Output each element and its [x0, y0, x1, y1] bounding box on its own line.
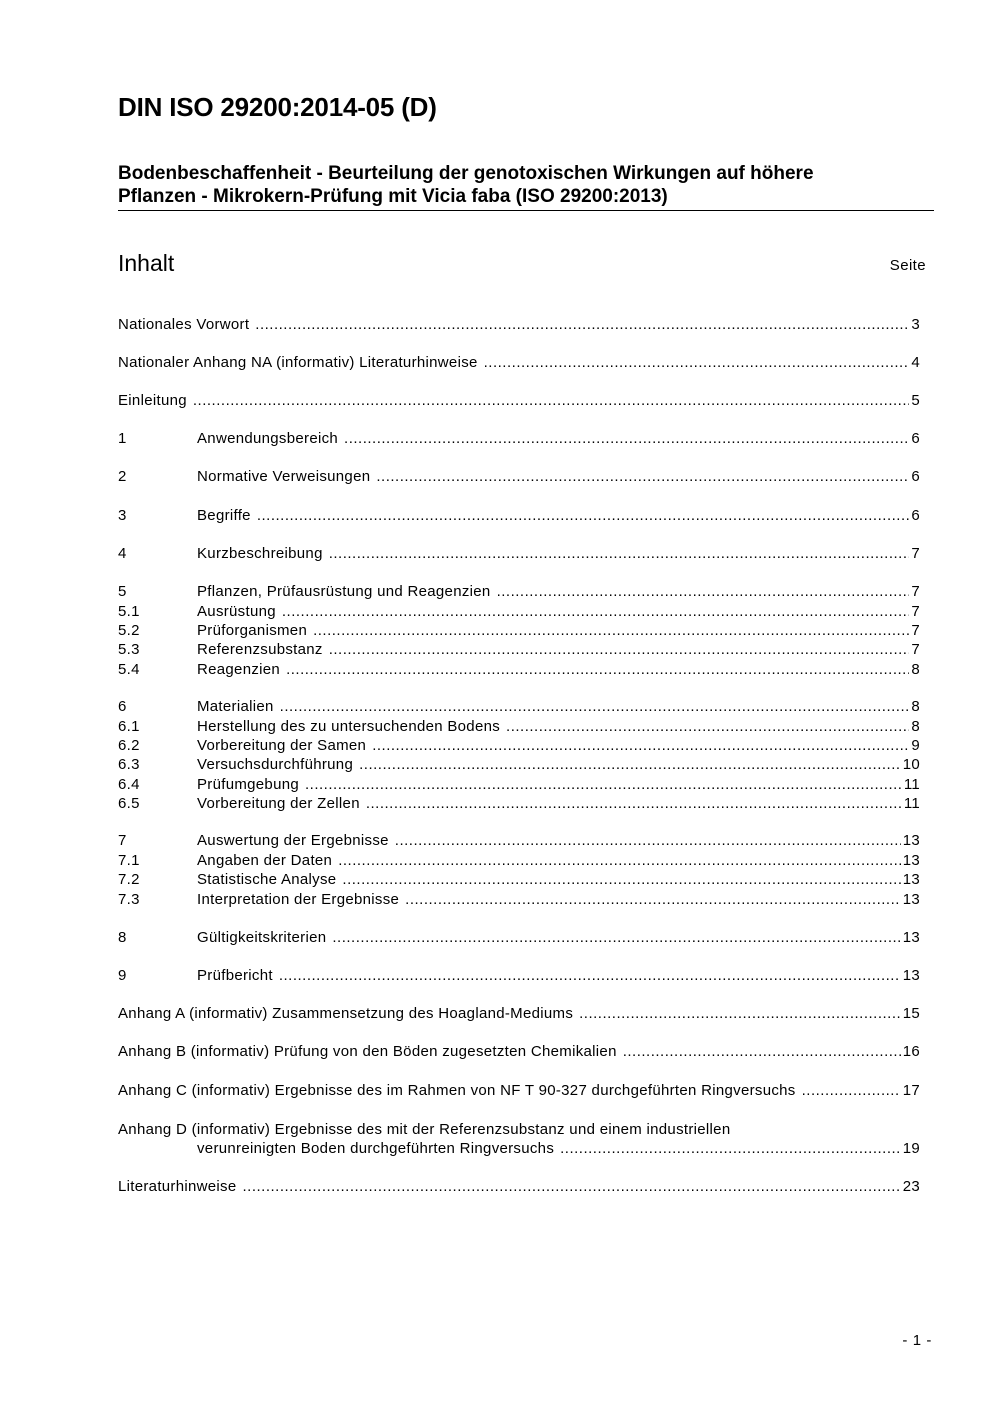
toc-entry[interactable]	[118, 737, 920, 756]
toc-entry-number: 8	[118, 929, 127, 946]
toc-entry-title: Auswertung der Ergebnisse	[197, 832, 389, 849]
toc-entry-title: Literaturhinweise	[118, 1178, 237, 1195]
toc-entry-number: 5.2	[118, 622, 140, 639]
toc-entry-title: Vorbereitung der Zellen	[197, 795, 360, 812]
toc-entry-page: 10	[902, 756, 920, 773]
toc-entry-title: Vorbereitung der Samen	[197, 737, 367, 754]
dot-leader	[372, 737, 909, 754]
toc-entry-number: 1	[118, 430, 127, 447]
toc-entry-page: 15	[902, 1005, 920, 1022]
toc-entry-title: Gültigkeitskriterien	[197, 929, 327, 946]
toc-entry-page: 7	[911, 641, 920, 658]
toc-entry-number: 6.2	[118, 737, 140, 754]
dot-leader	[342, 871, 900, 888]
toc-entry-number: 6.1	[118, 718, 140, 735]
toc-entry-page: 3	[911, 316, 920, 333]
dot-leader	[405, 891, 901, 908]
toc-entry[interactable]	[118, 756, 920, 775]
toc-entry-page: 13	[902, 967, 920, 984]
dot-leader	[243, 1178, 901, 1195]
toc-entry-page: 5	[911, 392, 920, 409]
toc-entry[interactable]	[118, 1121, 920, 1159]
dot-leader	[344, 430, 909, 447]
toc-entry[interactable]	[118, 718, 920, 737]
dot-leader	[338, 852, 901, 869]
toc-entry[interactable]	[118, 468, 920, 487]
toc-entry-page: 13	[902, 891, 920, 908]
toc-entry-title: Anhang D (informativ) Ergebnisse des mit der Referenzsubstanz und einem industriellen	[118, 1121, 731, 1138]
toc-entry-page: 11	[903, 776, 920, 793]
dot-leader	[497, 583, 910, 600]
toc-entry-page: 8	[911, 718, 920, 735]
toc-entry-title: Einleitung	[118, 392, 187, 409]
dot-leader	[282, 603, 909, 620]
document-title-line-2: Pflanzen - Mikrokern-Prüfung mit Vicia faba (ISO 29200:2013)	[118, 186, 668, 207]
toc-entry[interactable]	[118, 967, 920, 986]
toc-entry-number: 6	[118, 698, 127, 715]
toc-entry-number: 3	[118, 507, 127, 524]
toc-entry-page: 9	[911, 737, 920, 754]
dot-leader	[395, 832, 901, 849]
toc-entry-page: 16	[902, 1043, 920, 1060]
toc-entry[interactable]	[118, 929, 920, 948]
title-underline	[118, 210, 934, 211]
dot-leader	[359, 756, 901, 773]
toc-entry-title: Materialien	[197, 698, 274, 715]
dot-leader	[560, 1140, 901, 1157]
toc-entry-page: 13	[902, 832, 920, 849]
toc-entry-number: 5.1	[118, 603, 140, 620]
toc-entry-title: Anhang B (informativ) Prüfung von den Böden zugesetzten Chemikalien	[118, 1043, 617, 1060]
toc-entry[interactable]	[118, 430, 920, 449]
dot-leader	[376, 468, 909, 485]
toc-entry-number: 6.4	[118, 776, 140, 793]
toc-entry[interactable]	[118, 545, 920, 564]
toc-entry[interactable]	[118, 1005, 920, 1024]
page-number: - 1 -	[902, 1332, 932, 1349]
toc-entry-page: 6	[911, 430, 920, 447]
toc-entry-number: 7.2	[118, 871, 140, 888]
toc-entry-title: Reagenzien	[197, 661, 281, 678]
toc-entry[interactable]	[118, 891, 920, 910]
toc-entry-page: 7	[911, 583, 920, 600]
document-title	[118, 162, 918, 208]
toc-entry-title: Anhang A (informativ) Zusammensetzung des Hoagland-Mediums	[118, 1005, 574, 1022]
toc-entry-title: Statistische Analyse	[197, 871, 337, 888]
dot-leader	[193, 392, 909, 409]
dot-leader	[579, 1005, 901, 1022]
toc-entry-title: Referenzsubstanz	[197, 641, 323, 658]
dot-leader	[305, 776, 902, 793]
toc-entry[interactable]	[118, 316, 920, 335]
toc-entry-title: Nationales Vorwort	[118, 316, 250, 333]
toc-entry-page: 7	[911, 545, 920, 562]
toc-entry[interactable]	[118, 583, 920, 602]
toc-entry-title: Anhang C (informativ) Ergebnisse des im Rahmen von NF T 90-327 durchgeführten Ringversuchs	[118, 1082, 796, 1099]
dot-leader	[484, 354, 910, 371]
toc-entry-title: Angaben der Daten	[197, 852, 333, 869]
toc-entry[interactable]	[118, 832, 920, 851]
toc-entry-title-continued: verunreinigten Boden durchgeführten Ringversuchs	[197, 1140, 555, 1157]
toc-entry-page: 13	[902, 852, 920, 869]
toc-entry-page: 6	[911, 507, 920, 524]
toc-entry[interactable]	[118, 392, 920, 411]
toc-entry-page: 6	[911, 468, 920, 485]
toc-entry-page: 19	[902, 1140, 920, 1157]
toc-entry-title: Prüfumgebung	[197, 776, 300, 793]
toc-entry-page: 13	[902, 929, 920, 946]
toc-entry-number: 4	[118, 545, 127, 562]
dot-leader	[313, 622, 909, 639]
dot-leader	[366, 795, 902, 812]
dot-leader	[329, 545, 910, 562]
toc-entry[interactable]	[118, 354, 920, 373]
dot-leader	[279, 967, 901, 984]
toc-entry-title: Pflanzen, Prüfausrüstung und Reagenzien	[197, 583, 491, 600]
toc-entry-number: 6.3	[118, 756, 140, 773]
toc-entry-title: Versuchsdurchführung	[197, 756, 354, 773]
toc-entry-page: 23	[902, 1178, 920, 1195]
toc-entry-title: Normative Verweisungen	[197, 468, 371, 485]
toc-entry-number: 7.1	[118, 852, 140, 869]
toc-entry-page: 7	[911, 622, 920, 639]
toc-entry-number: 7.3	[118, 891, 140, 908]
toc-entry-title: Begriffe	[197, 507, 251, 524]
toc-entry-title: Nationaler Anhang NA (informativ) Literaturhinweise	[118, 354, 478, 371]
dot-leader	[329, 641, 910, 658]
toc-entry-page: 4	[911, 354, 920, 371]
toc-entry-number: 5	[118, 583, 127, 600]
toc-entry[interactable]	[118, 1178, 920, 1197]
toc-entry-title: Interpretation der Ergebnisse	[197, 891, 400, 908]
toc-entry[interactable]	[118, 507, 920, 526]
dot-leader	[623, 1043, 901, 1060]
toc-entry[interactable]	[118, 871, 920, 890]
document-title-line-1: Bodenbeschaffenheit - Beurteilung der genotoxischen Wirkungen auf höhere	[118, 163, 814, 184]
toc-entry-title: Prüfbericht	[197, 967, 273, 984]
dot-leader	[802, 1082, 901, 1099]
toc-entry-page: 8	[911, 698, 920, 715]
toc-entry-page: 13	[902, 871, 920, 888]
dot-leader	[332, 929, 900, 946]
toc-entry-title: Anwendungsbereich	[197, 430, 339, 447]
toc-entry[interactable]	[118, 1043, 920, 1062]
dot-leader	[506, 718, 909, 735]
toc-heading: Inhalt	[118, 250, 175, 276]
dot-leader	[280, 698, 910, 715]
dot-leader	[257, 507, 910, 524]
toc-entry[interactable]	[118, 641, 920, 660]
toc-entry[interactable]	[118, 1082, 920, 1101]
toc-entry-title: Herstellung des zu untersuchenden Bodens	[197, 718, 501, 735]
toc-entry-title: Ausrüstung	[197, 603, 276, 620]
toc-entry-page: 11	[903, 795, 920, 812]
dot-leader	[255, 316, 909, 333]
toc-entry-number: 7	[118, 832, 127, 849]
dot-leader	[286, 661, 909, 678]
toc-entry-number: 6.5	[118, 795, 140, 812]
document-id: DIN ISO 29200:2014-05 (D)	[118, 92, 437, 122]
toc-entry[interactable]	[118, 603, 920, 622]
toc-entry-page: 17	[902, 1082, 920, 1099]
toc-entry[interactable]	[118, 698, 920, 717]
toc-entry[interactable]	[118, 852, 920, 871]
toc-entry[interactable]	[118, 661, 920, 680]
toc-entry-number: 9	[118, 967, 127, 984]
toc-entry-number: 5.3	[118, 641, 140, 658]
toc-entry-number: 5.4	[118, 661, 140, 678]
toc-entry-title: Prüforganismen	[197, 622, 308, 639]
toc-entry[interactable]	[118, 795, 920, 814]
toc-page-column-label: Seite	[889, 257, 926, 274]
toc-entry[interactable]	[118, 622, 920, 641]
toc-entry-number: 2	[118, 468, 127, 485]
toc-entry[interactable]	[118, 776, 920, 795]
toc-entry-title: Kurzbeschreibung	[197, 545, 323, 562]
toc-entry-page: 8	[911, 661, 920, 678]
toc-entry-page: 7	[911, 603, 920, 620]
